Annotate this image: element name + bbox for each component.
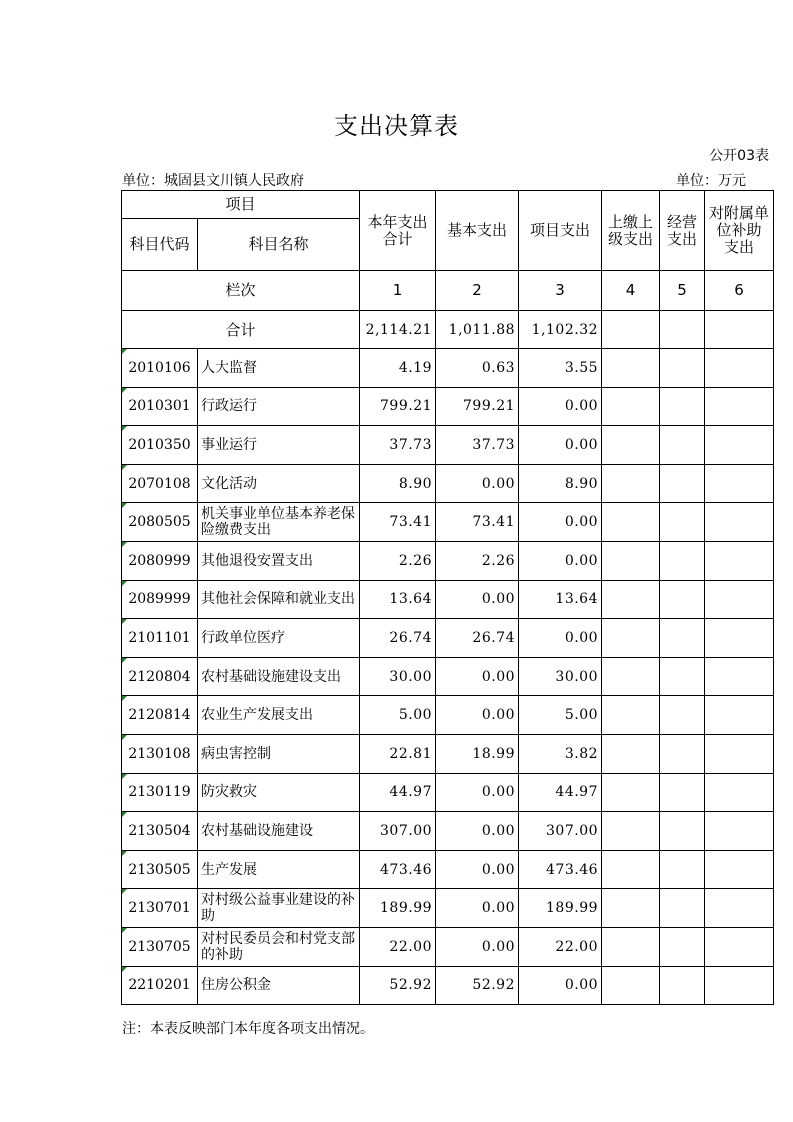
row-subsidy (705, 850, 774, 889)
row-code: 2101101 (122, 619, 198, 658)
row-upper (602, 619, 660, 658)
row-code: 2210201 (122, 966, 198, 1005)
row-project: 5.00 (519, 696, 602, 735)
header-subject-name: 科目名称 (198, 219, 360, 271)
row-name: 行政单位医疗 (198, 619, 360, 658)
row-total: 473.46 (360, 850, 436, 889)
row-upper (602, 580, 660, 619)
row-name: 行政运行 (198, 387, 360, 426)
row-basic: 73.41 (436, 503, 519, 542)
header-col5: 经营 支出 (660, 191, 705, 271)
table-row (122, 657, 774, 696)
row-project: 0.00 (519, 619, 602, 658)
table-row (122, 580, 774, 619)
row-basic: 26.74 (436, 619, 519, 658)
row-name: 其他退役安置支出 (198, 541, 360, 580)
header-col4: 上缴上 级支出 (602, 191, 660, 271)
header-col3: 项目支出 (519, 191, 602, 271)
row-subsidy (705, 773, 774, 812)
row-name: 机关事业单位基本养老保险缴费支出 (198, 503, 360, 542)
column-number-2: 2 (436, 271, 519, 311)
row-upper (602, 734, 660, 773)
row-project: 30.00 (519, 657, 602, 696)
row-code: 2130119 (122, 773, 198, 812)
row-subsidy (705, 503, 774, 542)
row-upper (602, 850, 660, 889)
row-basic: 0.00 (436, 464, 519, 503)
column-number-6: 6 (705, 271, 774, 311)
row-total: 8.90 (360, 464, 436, 503)
row-name: 文化活动 (198, 464, 360, 503)
row-basic: 0.00 (436, 657, 519, 696)
row-business (660, 927, 705, 966)
unit-money: 单位：万元 (676, 173, 746, 189)
row-name: 其他社会保障和就业支出 (198, 580, 360, 619)
table-row (122, 850, 774, 889)
row-project: 8.90 (519, 464, 602, 503)
row-basic: 0.00 (436, 580, 519, 619)
table-row (122, 773, 774, 812)
row-project: 0.00 (519, 387, 602, 426)
row-upper (602, 657, 660, 696)
row-code: 2010106 (122, 349, 198, 388)
row-name: 住房公积金 (198, 966, 360, 1005)
row-basic: 0.00 (436, 889, 519, 928)
row-business (660, 349, 705, 388)
row-basic: 52.92 (436, 966, 519, 1005)
row-project: 0.00 (519, 966, 602, 1005)
row-basic: 0.00 (436, 773, 519, 812)
row-upper (602, 812, 660, 851)
page-title: 支出决算表 (334, 112, 459, 140)
row-code: 2070108 (122, 464, 198, 503)
row-basic: 0.63 (436, 349, 519, 388)
row-basic: 37.73 (436, 426, 519, 465)
row-basic: 0.00 (436, 812, 519, 851)
row-code: 2130701 (122, 889, 198, 928)
row-name: 防灾救灾 (198, 773, 360, 812)
row-upper (602, 503, 660, 542)
row-total: 307.00 (360, 812, 436, 851)
header-col6: 对附属单 位补助 支出 (705, 191, 774, 271)
row-total: 4.19 (360, 349, 436, 388)
row-code: 2130705 (122, 927, 198, 966)
row-subsidy (705, 619, 774, 658)
table-row (122, 387, 774, 426)
row-name: 事业运行 (198, 426, 360, 465)
row-code: 2010301 (122, 387, 198, 426)
row-total: 44.97 (360, 773, 436, 812)
table-row (122, 619, 774, 658)
table-row (122, 349, 774, 388)
row-subsidy (705, 734, 774, 773)
total-sum: 2,114.21 (360, 311, 436, 349)
row-business (660, 541, 705, 580)
header-col1: 本年支出 合计 (360, 191, 436, 271)
row-subsidy (705, 812, 774, 851)
row-subsidy (705, 387, 774, 426)
row-project: 13.64 (519, 580, 602, 619)
row-code: 2130505 (122, 850, 198, 889)
row-business (660, 696, 705, 735)
row-subsidy (705, 927, 774, 966)
table-row (122, 464, 774, 503)
table-row (122, 889, 774, 928)
row-total: 189.99 (360, 889, 436, 928)
table-row (122, 966, 774, 1005)
column-numbers-label: 栏次 (122, 271, 360, 311)
row-upper (602, 696, 660, 735)
row-subsidy (705, 541, 774, 580)
row-project: 473.46 (519, 850, 602, 889)
header-project: 项目 (122, 191, 360, 219)
row-name: 农业生产发展支出 (198, 696, 360, 735)
row-total: 13.64 (360, 580, 436, 619)
row-upper (602, 927, 660, 966)
row-code: 2080999 (122, 541, 198, 580)
row-code: 2120814 (122, 696, 198, 735)
table-row (122, 696, 774, 735)
row-business (660, 580, 705, 619)
total-business (660, 311, 705, 349)
row-name: 农村基础设施建设支出 (198, 657, 360, 696)
row-project: 44.97 (519, 773, 602, 812)
row-name: 对村民委员会和村党支部的补助 (198, 927, 360, 966)
row-basic: 799.21 (436, 387, 519, 426)
form-code: 公开03表 (709, 148, 769, 164)
row-business (660, 464, 705, 503)
row-name: 病虫害控制 (198, 734, 360, 773)
row-total: 2.26 (360, 541, 436, 580)
row-upper (602, 464, 660, 503)
row-basic: 18.99 (436, 734, 519, 773)
row-business (660, 503, 705, 542)
column-number-4: 4 (602, 271, 660, 311)
row-basic: 2.26 (436, 541, 519, 580)
total-subsidy (705, 311, 774, 349)
row-code: 2089999 (122, 580, 198, 619)
row-business (660, 889, 705, 928)
row-business (660, 387, 705, 426)
row-project: 189.99 (519, 889, 602, 928)
row-business (660, 426, 705, 465)
row-subsidy (705, 580, 774, 619)
row-name: 人大监督 (198, 349, 360, 388)
total-upper (602, 311, 660, 349)
row-basic: 0.00 (436, 696, 519, 735)
header-subject-code: 科目代码 (122, 219, 198, 271)
row-upper (602, 541, 660, 580)
row-upper (602, 387, 660, 426)
row-code: 2010350 (122, 426, 198, 465)
row-subsidy (705, 464, 774, 503)
table-row (122, 426, 774, 465)
row-total: 5.00 (360, 696, 436, 735)
column-number-5: 5 (660, 271, 705, 311)
row-upper (602, 426, 660, 465)
total-project: 1,102.32 (519, 311, 602, 349)
row-project: 3.55 (519, 349, 602, 388)
row-subsidy (705, 696, 774, 735)
row-business (660, 812, 705, 851)
table-row (122, 503, 774, 542)
column-number-1: 1 (360, 271, 436, 311)
row-code: 2130504 (122, 812, 198, 851)
row-upper (602, 966, 660, 1005)
row-total: 799.21 (360, 387, 436, 426)
row-total: 52.92 (360, 966, 436, 1005)
column-number-3: 3 (519, 271, 602, 311)
row-basic: 0.00 (436, 927, 519, 966)
row-subsidy (705, 349, 774, 388)
row-project: 3.82 (519, 734, 602, 773)
row-upper (602, 889, 660, 928)
row-business (660, 657, 705, 696)
unit-organization: 单位：城固县文川镇人民政府 (122, 173, 304, 189)
footnote: 注：本表反映部门本年度各项支出情况。 (122, 1021, 374, 1037)
row-project: 0.00 (519, 503, 602, 542)
row-name: 对村级公益事业建设的补助 (198, 889, 360, 928)
row-subsidy (705, 657, 774, 696)
row-business (660, 619, 705, 658)
row-project: 22.00 (519, 927, 602, 966)
table-row (122, 812, 774, 851)
row-business (660, 773, 705, 812)
row-subsidy (705, 426, 774, 465)
row-business (660, 850, 705, 889)
row-business (660, 734, 705, 773)
row-total: 22.00 (360, 927, 436, 966)
row-name: 生产发展 (198, 850, 360, 889)
row-total: 30.00 (360, 657, 436, 696)
row-total: 22.81 (360, 734, 436, 773)
row-subsidy (705, 889, 774, 928)
total-label: 合计 (122, 311, 360, 349)
table-row (122, 541, 774, 580)
row-code: 2120804 (122, 657, 198, 696)
row-project: 0.00 (519, 426, 602, 465)
header-col2: 基本支出 (436, 191, 519, 271)
row-code: 2080505 (122, 503, 198, 542)
row-subsidy (705, 966, 774, 1005)
row-basic: 0.00 (436, 850, 519, 889)
table-row (122, 734, 774, 773)
table-row (122, 927, 774, 966)
row-name: 农村基础设施建设 (198, 812, 360, 851)
row-upper (602, 773, 660, 812)
row-project: 307.00 (519, 812, 602, 851)
total-basic: 1,011.88 (436, 311, 519, 349)
row-upper (602, 349, 660, 388)
row-total: 37.73 (360, 426, 436, 465)
expenditure-table (121, 190, 774, 1005)
row-business (660, 966, 705, 1005)
row-code: 2130108 (122, 734, 198, 773)
row-project: 0.00 (519, 541, 602, 580)
row-total: 73.41 (360, 503, 436, 542)
row-total: 26.74 (360, 619, 436, 658)
